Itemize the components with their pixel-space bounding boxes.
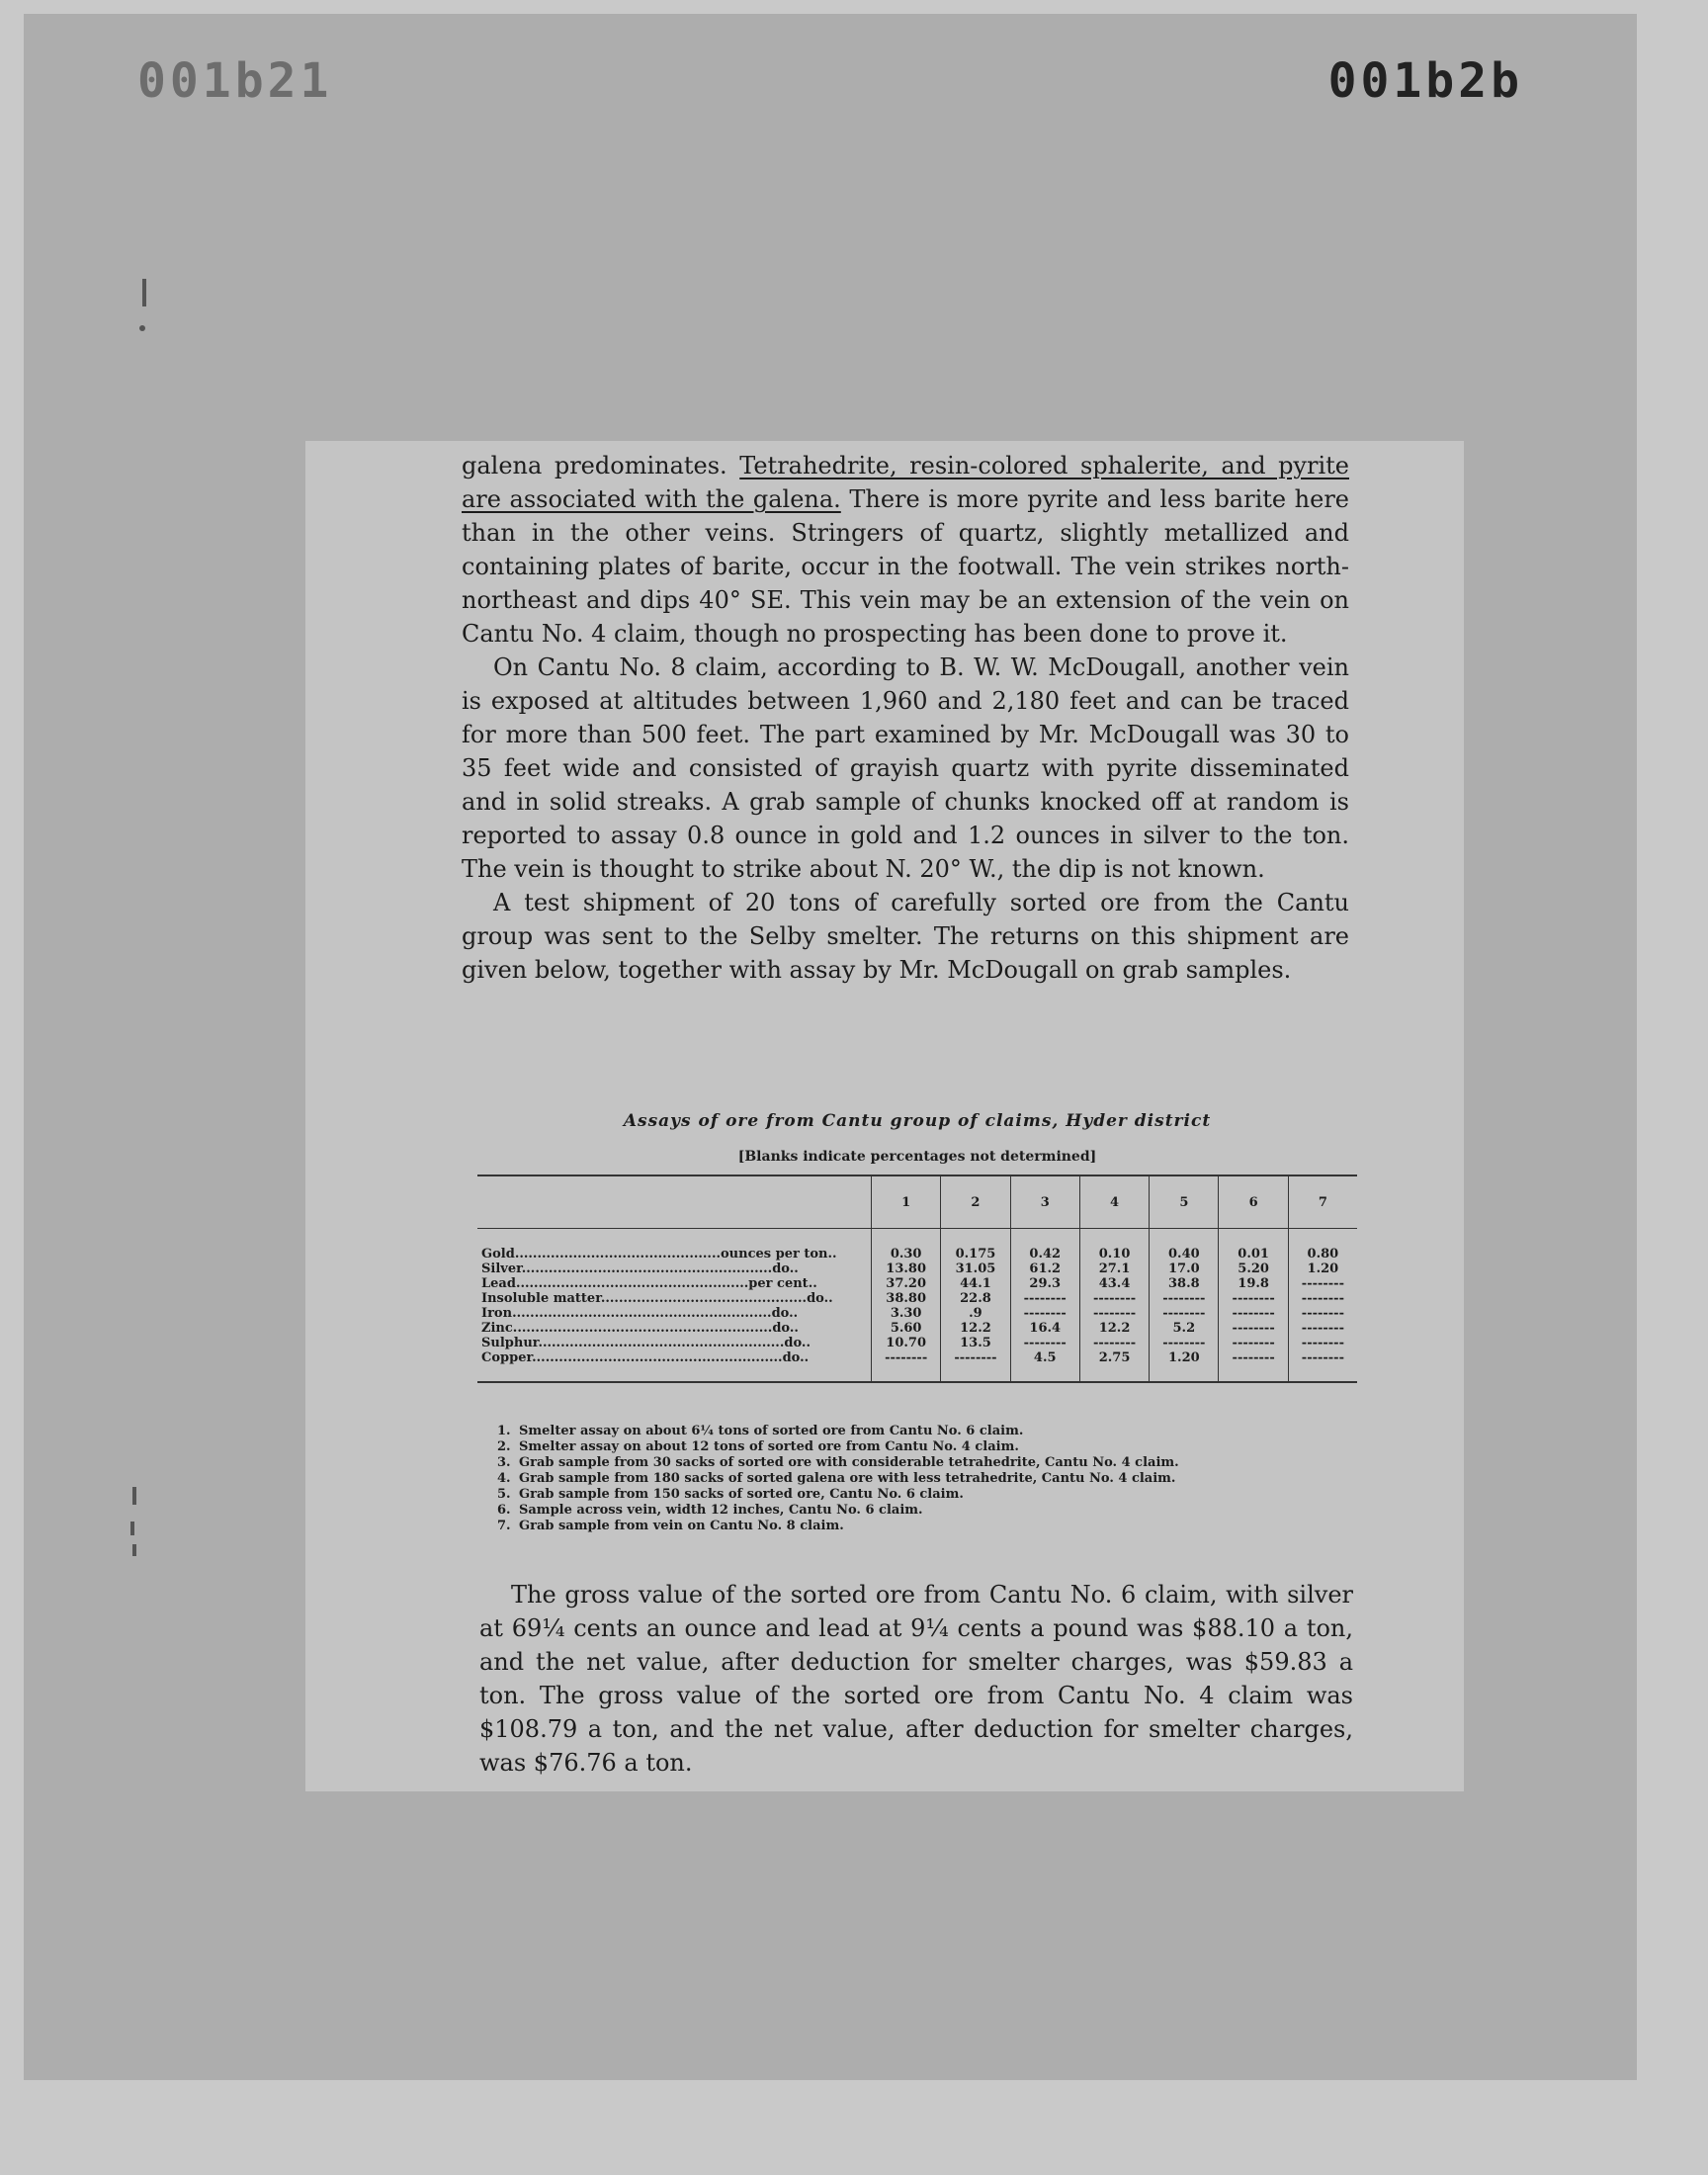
assay-value-cell: -------- <box>1288 1306 1357 1321</box>
row-label <box>477 1321 872 1336</box>
paragraph-1 <box>462 449 1349 651</box>
page-sheet <box>24 14 1637 2080</box>
assay-value-cell: -------- <box>1010 1291 1079 1306</box>
footnote-item <box>497 1503 1347 1519</box>
leader-dots: .............................................. <box>514 1247 722 1262</box>
scan-mark <box>130 1522 134 1535</box>
assay-value-cell: 10.70 <box>872 1336 941 1350</box>
column-header: 5 <box>1150 1175 1219 1229</box>
column-header: 3 <box>1010 1175 1079 1229</box>
row-label-text: Gold <box>481 1247 515 1262</box>
assay-value-cell: -------- <box>1219 1350 1288 1382</box>
leader-dots: .. <box>789 1306 799 1321</box>
assay-value-cell: -------- <box>1219 1306 1288 1321</box>
row-label <box>477 1229 872 1262</box>
leader-dots: .. <box>808 1276 817 1291</box>
row-unit: ounces per ton <box>721 1247 828 1262</box>
assay-value-cell: 13.5 <box>941 1336 1010 1350</box>
footnote-number: 1. <box>497 1424 511 1438</box>
assay-value-cell: -------- <box>1288 1321 1357 1336</box>
assay-value-cell: 12.2 <box>941 1321 1010 1336</box>
assay-value-cell: 2.75 <box>1079 1350 1149 1382</box>
footnote-text: Grab sample from vein on Cantu No. 8 claim. <box>519 1519 844 1533</box>
row-unit: do <box>772 1262 790 1276</box>
assay-value-cell: 0.01 <box>1219 1229 1288 1262</box>
assay-value-cell: -------- <box>941 1350 1010 1382</box>
assay-value-cell: 16.4 <box>1010 1321 1079 1336</box>
column-header: 2 <box>941 1175 1010 1229</box>
footnote-number: 5. <box>497 1487 511 1502</box>
assay-value-cell: 3.30 <box>872 1306 941 1321</box>
assay-value-cell: -------- <box>1150 1336 1219 1350</box>
assay-value-cell: -------- <box>1150 1291 1219 1306</box>
assay-value-cell: 29.3 <box>1010 1276 1079 1291</box>
leader-dots: .................................................... <box>515 1276 749 1291</box>
column-header: 7 <box>1288 1175 1357 1229</box>
assay-value-cell: -------- <box>872 1350 941 1382</box>
assay-value-cell: -------- <box>1288 1291 1357 1306</box>
row-unit: per cent <box>748 1276 809 1291</box>
row-unit: do <box>772 1321 790 1336</box>
assay-value-cell: 5.60 <box>872 1321 941 1336</box>
header-label-cell <box>477 1175 872 1229</box>
assay-value-cell: 12.2 <box>1079 1321 1149 1336</box>
assay-value-cell: -------- <box>1219 1291 1288 1306</box>
assay-value-cell: 0.42 <box>1010 1229 1079 1262</box>
assay-value-cell: -------- <box>1010 1336 1079 1350</box>
assay-value-cell: -------- <box>1288 1350 1357 1382</box>
leader-dots: .......................................................... <box>512 1306 772 1321</box>
leader-dots: .. <box>789 1262 799 1276</box>
footnote-number: 4. <box>497 1471 511 1486</box>
assay-value-cell: 38.80 <box>872 1291 941 1306</box>
assay-value-cell: -------- <box>1079 1291 1149 1306</box>
page-number-stamp-right: 001b2b <box>1327 53 1523 109</box>
footnote-text: Smelter assay on about 6¼ tons of sorted ore from Cantu No. 6 claim. <box>519 1424 1024 1438</box>
assay-value-cell: -------- <box>1288 1336 1357 1350</box>
footnote-text: Sample across vein, width 12 inches, Cantu No. 6 claim. <box>519 1503 923 1518</box>
assay-value-cell: 38.8 <box>1150 1276 1219 1291</box>
footnote-item <box>497 1487 1347 1503</box>
assay-value-cell: 61.2 <box>1010 1262 1079 1276</box>
assay-value-cell: -------- <box>1219 1336 1288 1350</box>
assay-value-cell: 0.175 <box>941 1229 1010 1262</box>
table-row <box>477 1229 1357 1262</box>
assay-table <box>477 1174 1357 1383</box>
footnote-number: 2. <box>497 1439 511 1454</box>
table-title: Assays of ore from Cantu group of claims, Hyder district <box>623 1111 1212 1131</box>
assay-value-cell: -------- <box>1079 1336 1149 1350</box>
assay-value-cell: -------- <box>1219 1321 1288 1336</box>
assay-value-cell: 37.20 <box>872 1276 941 1291</box>
scan-mark <box>142 279 146 306</box>
assay-table-block <box>477 1111 1357 1383</box>
table-note: [Blanks indicate percentages not determined] <box>737 1149 1097 1165</box>
closing-paragraph: The gross value of the sorted ore from Cantu No. 6 claim, with silver at 69¼ cents an ounce and lead at 9¼ cents a pound was $88.10 a ton, and the net value, after deduction for smelter charges, was $59.83 a ton. The gross value of the sorted ore from Cantu No. 4 claim was $108.79 a ton, and the net value, after deduction for smelter charges, was $76.76 a ton. <box>479 1581 1353 1777</box>
leader-dots: .. <box>827 1247 837 1262</box>
row-label <box>477 1291 872 1306</box>
table-row <box>477 1276 1357 1291</box>
table-header-row <box>477 1175 1357 1229</box>
leader-dots: ........................................................ <box>521 1262 773 1276</box>
column-header: 6 <box>1219 1175 1288 1229</box>
footnote-item <box>497 1519 1347 1534</box>
paragraph-2: On Cantu No. 8 claim, according to B. W. W. McDougall, another vein is exposed at altitudes between 1,960 and 2,180 feet and can be traced for more than 500 feet. The part examined by Mr. McDougall was 30 to 35 feet wide and consisted of grayish quartz with pyrite disseminated and in solid streaks. A grab sample of chunks knocked off at random is reported to assay 0.8 ounce in gold and 1.2 ounces in silver to the ton. The vein is thought to strike about N. 20° W., the dip is not known. <box>462 653 1349 883</box>
row-unit: do <box>782 1350 801 1365</box>
leader-dots: .............................................. <box>600 1291 808 1306</box>
assay-value-cell: 31.05 <box>941 1262 1010 1276</box>
assay-value-cell: 5.2 <box>1150 1321 1219 1336</box>
assay-value-cell: -------- <box>1288 1276 1357 1291</box>
row-label-text: Lead <box>481 1276 516 1291</box>
table-row <box>477 1262 1357 1276</box>
assay-value-cell: 1.20 <box>1288 1262 1357 1276</box>
body-text <box>462 449 1349 987</box>
leader-dots: .. <box>823 1291 833 1306</box>
row-label-text: Iron <box>481 1306 513 1321</box>
table-row <box>477 1291 1357 1306</box>
paragraph-1-start: galena predominates. <box>462 452 740 479</box>
footnote-text: Smelter assay on about 12 tons of sorted ore from Cantu No. 4 claim. <box>519 1439 1019 1454</box>
assay-value-cell: -------- <box>1010 1306 1079 1321</box>
row-label-text: Copper <box>481 1350 533 1365</box>
assay-value-cell: .9 <box>941 1306 1010 1321</box>
scan-mark <box>139 325 145 331</box>
row-label <box>477 1276 872 1291</box>
assay-value-cell: 17.0 <box>1150 1262 1219 1276</box>
assay-value-cell: 22.8 <box>941 1291 1010 1306</box>
row-unit: do <box>771 1306 790 1321</box>
row-unit: do <box>784 1336 802 1350</box>
table-footnotes <box>497 1424 1347 1534</box>
column-header: 1 <box>872 1175 941 1229</box>
row-unit: do <box>807 1291 824 1306</box>
row-label <box>477 1262 872 1276</box>
paragraph-1-rest: There is more pyrite and less barite here than in the other veins. Stringers of quartz, slightly metallized and containing plates of barite, occur in the footwall. The vein strikes north-northeast and dips 40° SE. This vein may be an extension of the vein on Cantu No. 4 claim, though no prospecting has been done to prove it. <box>462 485 1349 648</box>
table-row <box>477 1350 1357 1382</box>
footnote-text: Grab sample from 180 sacks of sorted galena ore with less tetrahedrite, Cantu No. 4 claim. <box>519 1471 1176 1486</box>
footnote-item <box>497 1471 1347 1487</box>
footnote-number: 7. <box>497 1519 511 1533</box>
assay-value-cell: 0.40 <box>1150 1229 1219 1262</box>
assay-value-cell: 0.80 <box>1288 1229 1357 1262</box>
assay-value-cell: 27.1 <box>1079 1262 1149 1276</box>
leader-dots: ....................................................... <box>538 1336 785 1350</box>
row-label-text: Zinc <box>481 1321 513 1336</box>
assay-value-cell: -------- <box>1079 1306 1149 1321</box>
paragraph-3: A test shipment of 20 tons of carefully sorted ore from the Cantu group was sent to the Selby smelter. The returns on this shipment are given below, together with assay by Mr. McDougall on grab samples. <box>462 889 1349 984</box>
row-label-text: Insoluble matter <box>481 1291 601 1306</box>
row-label-text: Silver <box>481 1262 522 1276</box>
table-row <box>477 1336 1357 1350</box>
table-row <box>477 1306 1357 1321</box>
scan-mark <box>132 1487 136 1505</box>
assay-value-cell: 43.4 <box>1079 1276 1149 1291</box>
assay-value-cell: -------- <box>1150 1306 1219 1321</box>
assay-value-cell: 0.30 <box>872 1229 941 1262</box>
footnote-text: Grab sample from 30 sacks of sorted ore with considerable tetrahedrite, Cantu No. 4 claim. <box>519 1455 1179 1470</box>
assay-value-cell: 44.1 <box>941 1276 1010 1291</box>
assay-value-cell: 0.10 <box>1079 1229 1149 1262</box>
row-label-text: Sulphur <box>481 1336 539 1350</box>
table-row <box>477 1321 1357 1336</box>
leader-dots: .. <box>800 1350 810 1365</box>
leader-dots: .......................................................... <box>512 1321 773 1336</box>
footnote-number: 3. <box>497 1455 511 1470</box>
leader-dots: ........................................................ <box>532 1350 783 1365</box>
column-header: 4 <box>1079 1175 1149 1229</box>
footnote-number: 6. <box>497 1503 511 1518</box>
row-label <box>477 1350 872 1382</box>
assay-value-cell: 1.20 <box>1150 1350 1219 1382</box>
assay-value-cell: 13.80 <box>872 1262 941 1276</box>
page-number-stamp-left: 001b21 <box>137 53 333 109</box>
row-label <box>477 1306 872 1321</box>
underlined-phrase: Tetrahedrite, resin-colored sphalerite, and pyrite are associated with the galena. <box>462 452 1349 513</box>
leader-dots: .. <box>801 1336 811 1350</box>
assay-value-cell: 4.5 <box>1010 1350 1079 1382</box>
leader-dots: .. <box>789 1321 799 1336</box>
footnote-item <box>497 1424 1347 1439</box>
assay-value-cell: 5.20 <box>1219 1262 1288 1276</box>
assay-value-cell: 19.8 <box>1219 1276 1288 1291</box>
footnote-item <box>497 1455 1347 1471</box>
footnote-item <box>497 1439 1347 1455</box>
row-label <box>477 1336 872 1350</box>
footnote-text: Grab sample from 150 sacks of sorted ore, Cantu No. 6 claim. <box>519 1487 964 1502</box>
scan-mark <box>132 1544 136 1556</box>
